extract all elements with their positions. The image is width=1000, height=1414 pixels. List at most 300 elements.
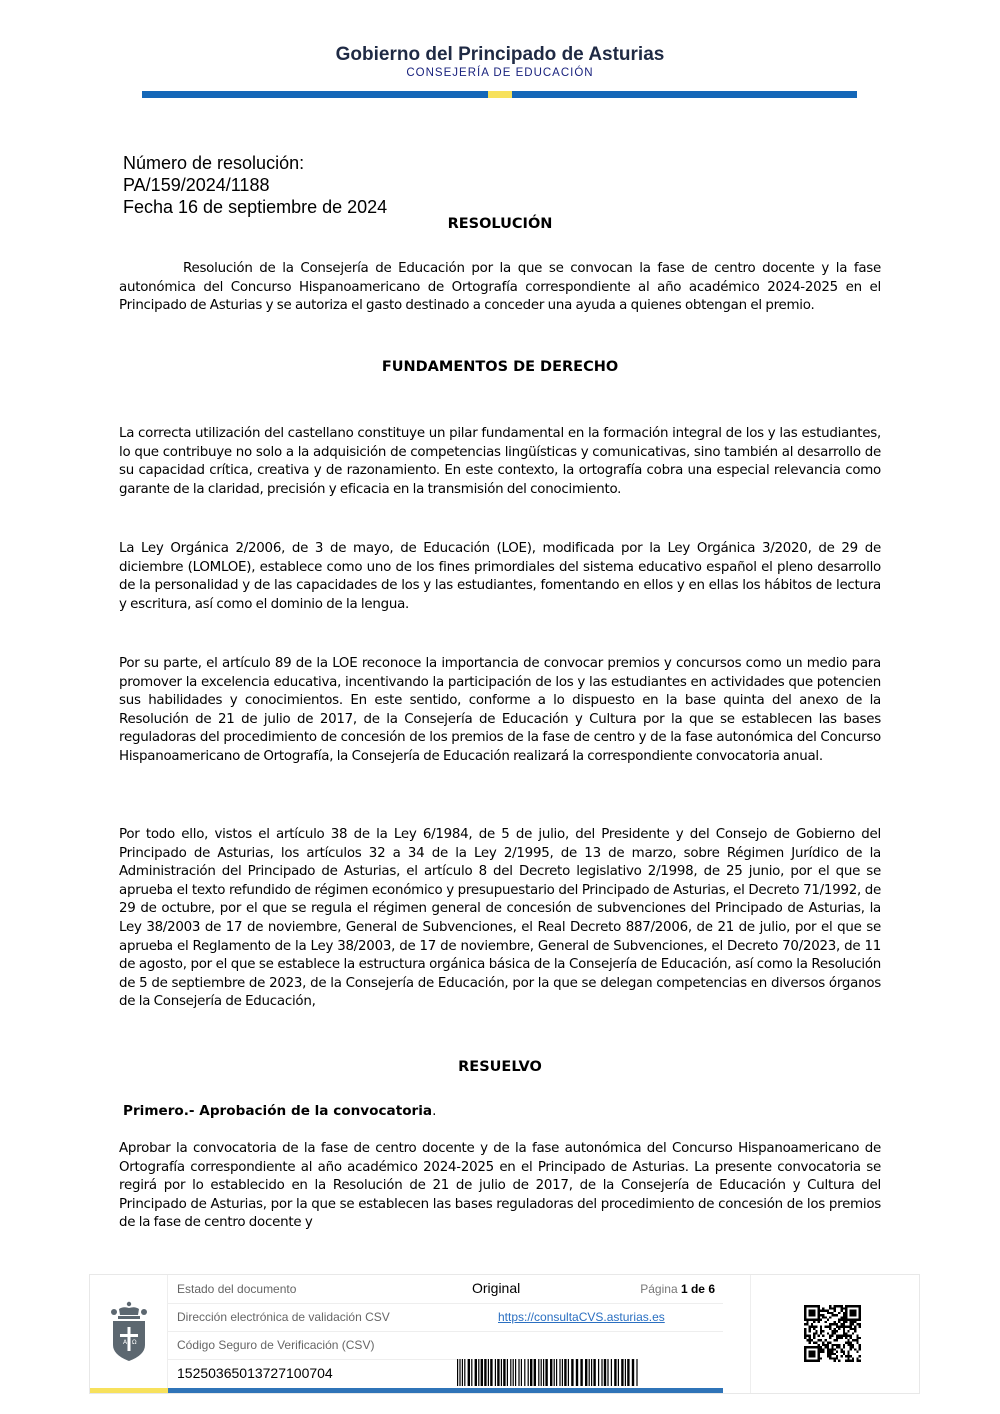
qr-module bbox=[854, 1319, 856, 1321]
codigo-label: Código Seguro de Verificación (CSV) bbox=[177, 1338, 375, 1352]
qr-module bbox=[859, 1346, 861, 1348]
qr-module bbox=[850, 1328, 852, 1330]
barcode-bar bbox=[462, 1359, 463, 1386]
qr-module bbox=[840, 1310, 842, 1312]
qr-module bbox=[818, 1319, 820, 1321]
barcode-bar bbox=[580, 1359, 582, 1386]
qr-module bbox=[815, 1330, 817, 1332]
qr-module bbox=[859, 1310, 861, 1312]
qr-module bbox=[806, 1360, 808, 1362]
qr-module bbox=[806, 1321, 808, 1323]
qr-module bbox=[854, 1326, 856, 1328]
section-title-dot: . bbox=[432, 1103, 437, 1119]
qr-module bbox=[818, 1310, 820, 1312]
qr-module bbox=[840, 1348, 842, 1350]
qr-module bbox=[815, 1326, 817, 1328]
qr-module bbox=[852, 1310, 854, 1312]
qr-module bbox=[852, 1323, 854, 1325]
qr-module bbox=[852, 1328, 854, 1330]
qr-module bbox=[825, 1310, 827, 1312]
paragraph-5: Aprobar la convocatoria de la fase de centro docente y de la fase autonómica del Concurso Hispanoamericano de Ortografía correspondiente al año académico 2024-2025 en el Principado de Asturias. La presente convocatoria se regirá por lo establecido en la Resolución de 21 de julio de 2017, de la Consejería de Educación y Cultura del Principado de Asturias, por la que se establecen las bases reguladoras del procedimiento de concesión de los premios de la fase de centro docente y bbox=[119, 1141, 881, 1231]
barcode-bar bbox=[488, 1359, 489, 1386]
qr-module bbox=[843, 1326, 845, 1328]
qr-module bbox=[836, 1344, 838, 1346]
qr-module bbox=[822, 1330, 824, 1332]
header-color-bar bbox=[142, 91, 857, 98]
qr-module bbox=[818, 1348, 820, 1350]
qr-module bbox=[836, 1326, 838, 1328]
barcode-bar bbox=[464, 1359, 465, 1386]
resolution-date: Fecha 16 de septiembre de 2024 bbox=[123, 197, 388, 217]
qr-module bbox=[843, 1307, 845, 1309]
barcode-bar bbox=[585, 1359, 587, 1386]
qr-module bbox=[804, 1353, 806, 1355]
qr-module bbox=[825, 1344, 827, 1346]
barcode-bar bbox=[607, 1359, 608, 1386]
qr-module bbox=[859, 1360, 861, 1362]
qr-module bbox=[804, 1360, 806, 1362]
qr-module bbox=[829, 1348, 831, 1350]
qr-module bbox=[836, 1323, 838, 1325]
qr-module bbox=[818, 1312, 820, 1314]
barcode-bar bbox=[507, 1359, 508, 1386]
qr-module bbox=[822, 1316, 824, 1318]
qr-module bbox=[804, 1314, 806, 1316]
qr-module bbox=[859, 1307, 861, 1309]
qr-module bbox=[820, 1310, 822, 1312]
qr-module bbox=[834, 1348, 836, 1350]
qr-module bbox=[825, 1316, 827, 1318]
qr-module bbox=[820, 1314, 822, 1316]
qr-module bbox=[854, 1348, 856, 1350]
qr-module bbox=[834, 1305, 836, 1307]
qr-module bbox=[859, 1319, 861, 1321]
page-of: de 6 bbox=[687, 1282, 715, 1296]
qr-module bbox=[809, 1360, 811, 1362]
qr-module bbox=[843, 1314, 845, 1316]
heading-resuelvo: RESUELVO bbox=[458, 1059, 542, 1075]
qr-module bbox=[836, 1357, 838, 1359]
qr-module bbox=[809, 1355, 811, 1357]
qr-module bbox=[836, 1351, 838, 1353]
qr-module bbox=[820, 1328, 822, 1330]
qr-module bbox=[843, 1332, 845, 1334]
qr-module bbox=[804, 1351, 806, 1353]
qr-module bbox=[850, 1348, 852, 1350]
qr-module bbox=[806, 1319, 808, 1321]
row-direccion bbox=[168, 1303, 723, 1332]
qr-module bbox=[843, 1344, 845, 1346]
qr-module bbox=[806, 1335, 808, 1337]
qr-module bbox=[829, 1357, 831, 1359]
qr-module bbox=[854, 1330, 856, 1332]
qr-module bbox=[843, 1319, 845, 1321]
qr-module bbox=[852, 1332, 854, 1334]
qr-module bbox=[852, 1319, 854, 1321]
qr-module bbox=[845, 1335, 847, 1337]
heading-fundamentos: FUNDAMENTOS DE DERECHO bbox=[381, 359, 619, 375]
qr-module bbox=[815, 1332, 817, 1334]
qr-module bbox=[813, 1332, 815, 1334]
qr-module bbox=[850, 1312, 852, 1314]
qr-module bbox=[852, 1344, 854, 1346]
barcode-bar bbox=[510, 1359, 511, 1386]
qr-module bbox=[831, 1314, 833, 1316]
barcode-icon bbox=[457, 1359, 641, 1386]
qr-module bbox=[847, 1335, 849, 1337]
qr-module bbox=[850, 1310, 852, 1312]
qr-module bbox=[845, 1310, 847, 1312]
qr-module bbox=[843, 1330, 845, 1332]
qr-module bbox=[845, 1314, 847, 1316]
qr-module bbox=[850, 1355, 852, 1357]
qr-module bbox=[856, 1351, 858, 1353]
resolution-number: PA/159/2024/1188 bbox=[123, 175, 270, 195]
qr-module bbox=[827, 1351, 829, 1353]
qr-module bbox=[811, 1305, 813, 1307]
qr-module bbox=[818, 1357, 820, 1359]
qr-module bbox=[834, 1307, 836, 1309]
qr-module bbox=[847, 1330, 849, 1332]
qr-module bbox=[822, 1310, 824, 1312]
qr-module bbox=[854, 1305, 856, 1307]
qr-module bbox=[838, 1328, 840, 1330]
paragraph-2: La Ley Orgánica 2/2006, de 3 de mayo, de Educación (LOE), modificada por la Ley Orgánica 3/2020, de 29 de diciembre (LOMLOE), establece como uno de los fines primordiales del sistema educativo español el pleno desarrollo de la personalidad y de las capacidades de los y las estudiantes, fomentando en ellos y en ellas los hábitos de lectura y escritura, así como el dominio de la lengua. bbox=[119, 541, 881, 612]
qr-module bbox=[831, 1353, 833, 1355]
barcode-bar bbox=[468, 1359, 470, 1386]
qr-module bbox=[827, 1344, 829, 1346]
qr-module bbox=[813, 1337, 815, 1339]
qr-module bbox=[813, 1351, 815, 1353]
qr-module bbox=[840, 1351, 842, 1353]
qr-module bbox=[820, 1351, 822, 1353]
qr-module bbox=[804, 1355, 806, 1357]
qr-module bbox=[827, 1326, 829, 1328]
qr-module bbox=[804, 1335, 806, 1337]
qr-module bbox=[845, 1337, 847, 1339]
qr-module bbox=[836, 1346, 838, 1348]
qr-module bbox=[825, 1339, 827, 1341]
qr-module bbox=[859, 1305, 861, 1307]
qr-module bbox=[804, 1330, 806, 1332]
paragraph-3: Por su parte, el artículo 89 de la LOE reconoce la importancia de convocar premios y concursos como un medio para promover la excelencia educativa, incentivando la participación de los y las estudiantes en actividades que potencien sus habilidades y conocimientos. En este sentido, conforme a lo dispuesto en la base quinta del anexo de la Resolución de 21 de julio de 2017, de la Consejería de Educación y Cultura por la que se establecen las bases reguladoras del procedimiento de concesión de los premios de la fase de centro y de la fase autonómica del Concurso Hispanoamericano de Ortografía, la Consejería de Educación realizará la correspondiente convocatoria anual. bbox=[119, 656, 881, 764]
qr-module bbox=[845, 1326, 847, 1328]
qr-module bbox=[829, 1353, 831, 1355]
heading-resolucion: RESOLUCIÓN bbox=[447, 216, 553, 232]
barcode-bar bbox=[475, 1359, 477, 1386]
qr-module bbox=[804, 1328, 806, 1330]
qr-module bbox=[850, 1346, 852, 1348]
qr-module bbox=[820, 1357, 822, 1359]
barcode-bar bbox=[524, 1359, 525, 1386]
qr-module bbox=[843, 1316, 845, 1318]
qr-module bbox=[825, 1326, 827, 1328]
qr-module bbox=[834, 1332, 836, 1334]
qr-module bbox=[859, 1355, 861, 1357]
barcode-bar bbox=[495, 1359, 496, 1386]
qr-module bbox=[845, 1360, 847, 1362]
qr-module bbox=[834, 1328, 836, 1330]
barcode-bar bbox=[534, 1359, 536, 1386]
qr-module bbox=[854, 1339, 856, 1341]
barcode-bar bbox=[559, 1359, 560, 1386]
barcode-bar bbox=[478, 1359, 479, 1386]
qr-module bbox=[840, 1305, 842, 1307]
qr-module bbox=[811, 1319, 813, 1321]
qr-module bbox=[840, 1326, 842, 1328]
qr-module bbox=[850, 1326, 852, 1328]
qr-module bbox=[834, 1344, 836, 1346]
barcode-bar bbox=[518, 1359, 519, 1386]
qr-module bbox=[827, 1355, 829, 1357]
qr-module bbox=[829, 1355, 831, 1357]
qr-module bbox=[804, 1305, 806, 1307]
section-title-text: Primero.- Aprobación de la convocatoria bbox=[123, 1103, 433, 1119]
barcode-bar bbox=[627, 1359, 629, 1386]
qr-module bbox=[840, 1335, 842, 1337]
qr-module bbox=[829, 1312, 831, 1314]
qr-module bbox=[845, 1332, 847, 1334]
header-subtitle: CONSEJERÍA DE EDUCACIÓN bbox=[406, 67, 594, 79]
qr-module bbox=[820, 1339, 822, 1341]
qr-module bbox=[845, 1355, 847, 1357]
qr-module bbox=[847, 1355, 849, 1357]
qr-module bbox=[818, 1335, 820, 1337]
qr-module bbox=[822, 1314, 824, 1316]
qr-module bbox=[820, 1346, 822, 1348]
qr-module bbox=[852, 1346, 854, 1348]
qr-module bbox=[804, 1307, 806, 1309]
qr-module bbox=[834, 1353, 836, 1355]
qr-module bbox=[852, 1321, 854, 1323]
resolution-number-label: Número de resolución: bbox=[123, 153, 305, 173]
barcode-bar bbox=[562, 1359, 563, 1386]
qr-module bbox=[811, 1339, 813, 1341]
qr-module bbox=[809, 1353, 811, 1355]
barcode-bar bbox=[636, 1359, 637, 1386]
row-estado bbox=[168, 1275, 723, 1304]
qr-module bbox=[818, 1360, 820, 1362]
barcode-bar bbox=[598, 1359, 599, 1386]
qr-module bbox=[854, 1314, 856, 1316]
qr-module bbox=[843, 1312, 845, 1314]
qr-module bbox=[815, 1346, 817, 1348]
qr-module bbox=[822, 1341, 824, 1343]
qr-module bbox=[859, 1344, 861, 1346]
qr-module bbox=[852, 1312, 854, 1314]
qr-module bbox=[834, 1360, 836, 1362]
barcode-bar bbox=[568, 1359, 569, 1386]
qr-module bbox=[834, 1330, 836, 1332]
estado-value: Original bbox=[472, 1280, 521, 1296]
qr-module bbox=[850, 1335, 852, 1337]
qr-module bbox=[854, 1310, 856, 1312]
qr-module bbox=[813, 1305, 815, 1307]
asturias-coat-of-arms-icon bbox=[109, 1301, 149, 1363]
barcode-bar bbox=[515, 1359, 516, 1386]
qr-module bbox=[825, 1321, 827, 1323]
barcode-bar bbox=[571, 1359, 573, 1386]
qr-module bbox=[829, 1305, 831, 1307]
qr-module bbox=[804, 1346, 806, 1348]
qr-module bbox=[856, 1335, 858, 1337]
qr-module bbox=[831, 1351, 833, 1353]
qr-module bbox=[815, 1360, 817, 1362]
qr-module bbox=[811, 1353, 813, 1355]
qr-module bbox=[845, 1307, 847, 1309]
qr-module bbox=[815, 1341, 817, 1343]
qr-module bbox=[854, 1321, 856, 1323]
qr-module bbox=[813, 1314, 815, 1316]
qr-module bbox=[804, 1332, 806, 1334]
qr-code-icon bbox=[804, 1305, 861, 1362]
csv-validation-link[interactable]: https://consultaCVS.asturias.es bbox=[498, 1310, 665, 1324]
qr-module bbox=[818, 1339, 820, 1341]
row-codigo bbox=[168, 1331, 458, 1360]
barcode-bar bbox=[601, 1359, 602, 1386]
qr-module bbox=[809, 1335, 811, 1337]
qr-module bbox=[850, 1314, 852, 1316]
qr-module bbox=[811, 1310, 813, 1312]
qr-module bbox=[856, 1319, 858, 1321]
qr-module bbox=[838, 1337, 840, 1339]
qr-module bbox=[845, 1341, 847, 1343]
qr-module bbox=[820, 1348, 822, 1350]
barcode-bar bbox=[503, 1359, 505, 1386]
qr-module bbox=[809, 1330, 811, 1332]
barcode-bar bbox=[521, 1359, 522, 1386]
qr-module bbox=[850, 1323, 852, 1325]
qr-module bbox=[838, 1305, 840, 1307]
qr-module bbox=[859, 1312, 861, 1314]
qr-module bbox=[811, 1314, 813, 1316]
qr-module bbox=[836, 1314, 838, 1316]
qr-module bbox=[847, 1341, 849, 1343]
qr-module bbox=[829, 1316, 831, 1318]
qr-module bbox=[847, 1319, 849, 1321]
qr-module bbox=[820, 1326, 822, 1328]
barcode-bar bbox=[604, 1359, 606, 1386]
barcode-bar bbox=[621, 1359, 623, 1386]
barcode-bar bbox=[513, 1359, 514, 1386]
qr-module bbox=[804, 1323, 806, 1325]
barcode-bar bbox=[543, 1359, 544, 1386]
qr-module bbox=[827, 1348, 829, 1350]
qr-module bbox=[809, 1326, 811, 1328]
resolution-meta bbox=[123, 152, 387, 218]
qr-module bbox=[809, 1341, 811, 1343]
svg-text:A: A bbox=[123, 1339, 128, 1346]
qr-module bbox=[836, 1355, 838, 1357]
qr-module bbox=[818, 1355, 820, 1357]
qr-module bbox=[804, 1310, 806, 1312]
estado-label: Estado del documento bbox=[177, 1282, 297, 1296]
qr-module bbox=[809, 1328, 811, 1330]
barcode-bar bbox=[550, 1359, 552, 1386]
barcode-bar bbox=[625, 1359, 626, 1386]
barcode-bar bbox=[611, 1359, 612, 1386]
logo-cell bbox=[90, 1275, 168, 1393]
barcode-bar bbox=[538, 1359, 539, 1386]
qr-module bbox=[838, 1335, 840, 1337]
qr-module bbox=[809, 1305, 811, 1307]
qr-module bbox=[822, 1335, 824, 1337]
qr-module bbox=[809, 1314, 811, 1316]
barcode-bar bbox=[459, 1359, 460, 1386]
barcode-bar bbox=[593, 1359, 595, 1386]
page-indicator bbox=[640, 1282, 715, 1296]
barcode-bar bbox=[618, 1359, 619, 1386]
qr-module bbox=[829, 1335, 831, 1337]
qr-module bbox=[822, 1307, 824, 1309]
qr-module bbox=[813, 1310, 815, 1312]
qr-module bbox=[840, 1307, 842, 1309]
qr-module bbox=[806, 1323, 808, 1325]
csv-code: 15250365013727100704 bbox=[177, 1365, 333, 1381]
qr-module bbox=[813, 1353, 815, 1355]
qr-module bbox=[804, 1312, 806, 1314]
qr-module bbox=[834, 1357, 836, 1359]
qr-module bbox=[840, 1316, 842, 1318]
qr-module bbox=[836, 1335, 838, 1337]
qr-module bbox=[811, 1326, 813, 1328]
qr-module bbox=[806, 1305, 808, 1307]
qr-module bbox=[818, 1346, 820, 1348]
qr-module bbox=[836, 1330, 838, 1332]
qr-module bbox=[813, 1321, 815, 1323]
qr-module bbox=[827, 1310, 829, 1312]
qr-module bbox=[809, 1310, 811, 1312]
qr-module bbox=[804, 1337, 806, 1339]
qr-module bbox=[847, 1353, 849, 1355]
qr-module bbox=[825, 1346, 827, 1348]
barcode-bar bbox=[632, 1359, 634, 1386]
qr-module bbox=[809, 1351, 811, 1353]
qr-module bbox=[815, 1305, 817, 1307]
qr-module bbox=[838, 1312, 840, 1314]
barcode-bar bbox=[484, 1359, 486, 1386]
footer-blue-bar bbox=[168, 1388, 723, 1393]
qr-module bbox=[852, 1339, 854, 1341]
qr-module bbox=[806, 1339, 808, 1341]
qr-module bbox=[852, 1305, 854, 1307]
qr-module bbox=[834, 1323, 836, 1325]
qr-module bbox=[859, 1314, 861, 1316]
qr-module bbox=[834, 1339, 836, 1341]
qr-module bbox=[811, 1360, 813, 1362]
qr-module bbox=[806, 1346, 808, 1348]
qr-module bbox=[845, 1312, 847, 1314]
page-prefix: Página bbox=[640, 1282, 681, 1296]
qr-module bbox=[843, 1321, 845, 1323]
direccion-label: Dirección electrónica de validación CSV bbox=[177, 1310, 390, 1324]
svg-text:Ω: Ω bbox=[132, 1339, 137, 1346]
qr-module bbox=[813, 1355, 815, 1357]
qr-module bbox=[818, 1351, 820, 1353]
qr-module bbox=[831, 1330, 833, 1332]
qr-module bbox=[827, 1319, 829, 1321]
qr-module bbox=[850, 1341, 852, 1343]
qr-module bbox=[850, 1321, 852, 1323]
qr-module bbox=[820, 1319, 822, 1321]
qr-module bbox=[813, 1335, 815, 1337]
barcode-bar bbox=[490, 1359, 492, 1386]
qr-module bbox=[813, 1319, 815, 1321]
qr-module bbox=[813, 1312, 815, 1314]
qr-module bbox=[811, 1351, 813, 1353]
paragraph-4: Por todo ello, vistos el artículo 38 de la Ley 6/1984, de 5 de julio, del Presidente y del Consejo de Gobierno del Principado de Asturias, los artículos 32 a 34 de la Ley 2/1995, de 13 de marzo, sobre Régimen Jurídico de la Administración del Principado de Asturias, el artículo 8 del Decreto legislativo 2/1998, de 25 junio, por el que se aprueba el texto refundido de régimen económico y presupuestario del Principado de Asturias, el Decreto 71/1992, de 29 de octubre, por el que se regula el régimen general de concesión de subvenciones del Principado de Asturias, la Ley 38/2003 de 17 de noviembre, General de Subvenciones, el Real Decreto 887/2006, de 21 de julio, por el que se aprueba el Reglamento de la Ley 38/2003, de 17 de noviembre, General de Subvenciones, el Decreto 70/2023, de 11 de agosto, por el que se establece la estructura orgánica básica de la Consejería de Educación, así como la Resolución de 5 de septiembre de 2023, de la Consejería de Educación, por la que se delegan competencias en diversos órganos de la Consejería de Educación, bbox=[119, 827, 881, 1010]
barcode-bar bbox=[554, 1359, 555, 1386]
